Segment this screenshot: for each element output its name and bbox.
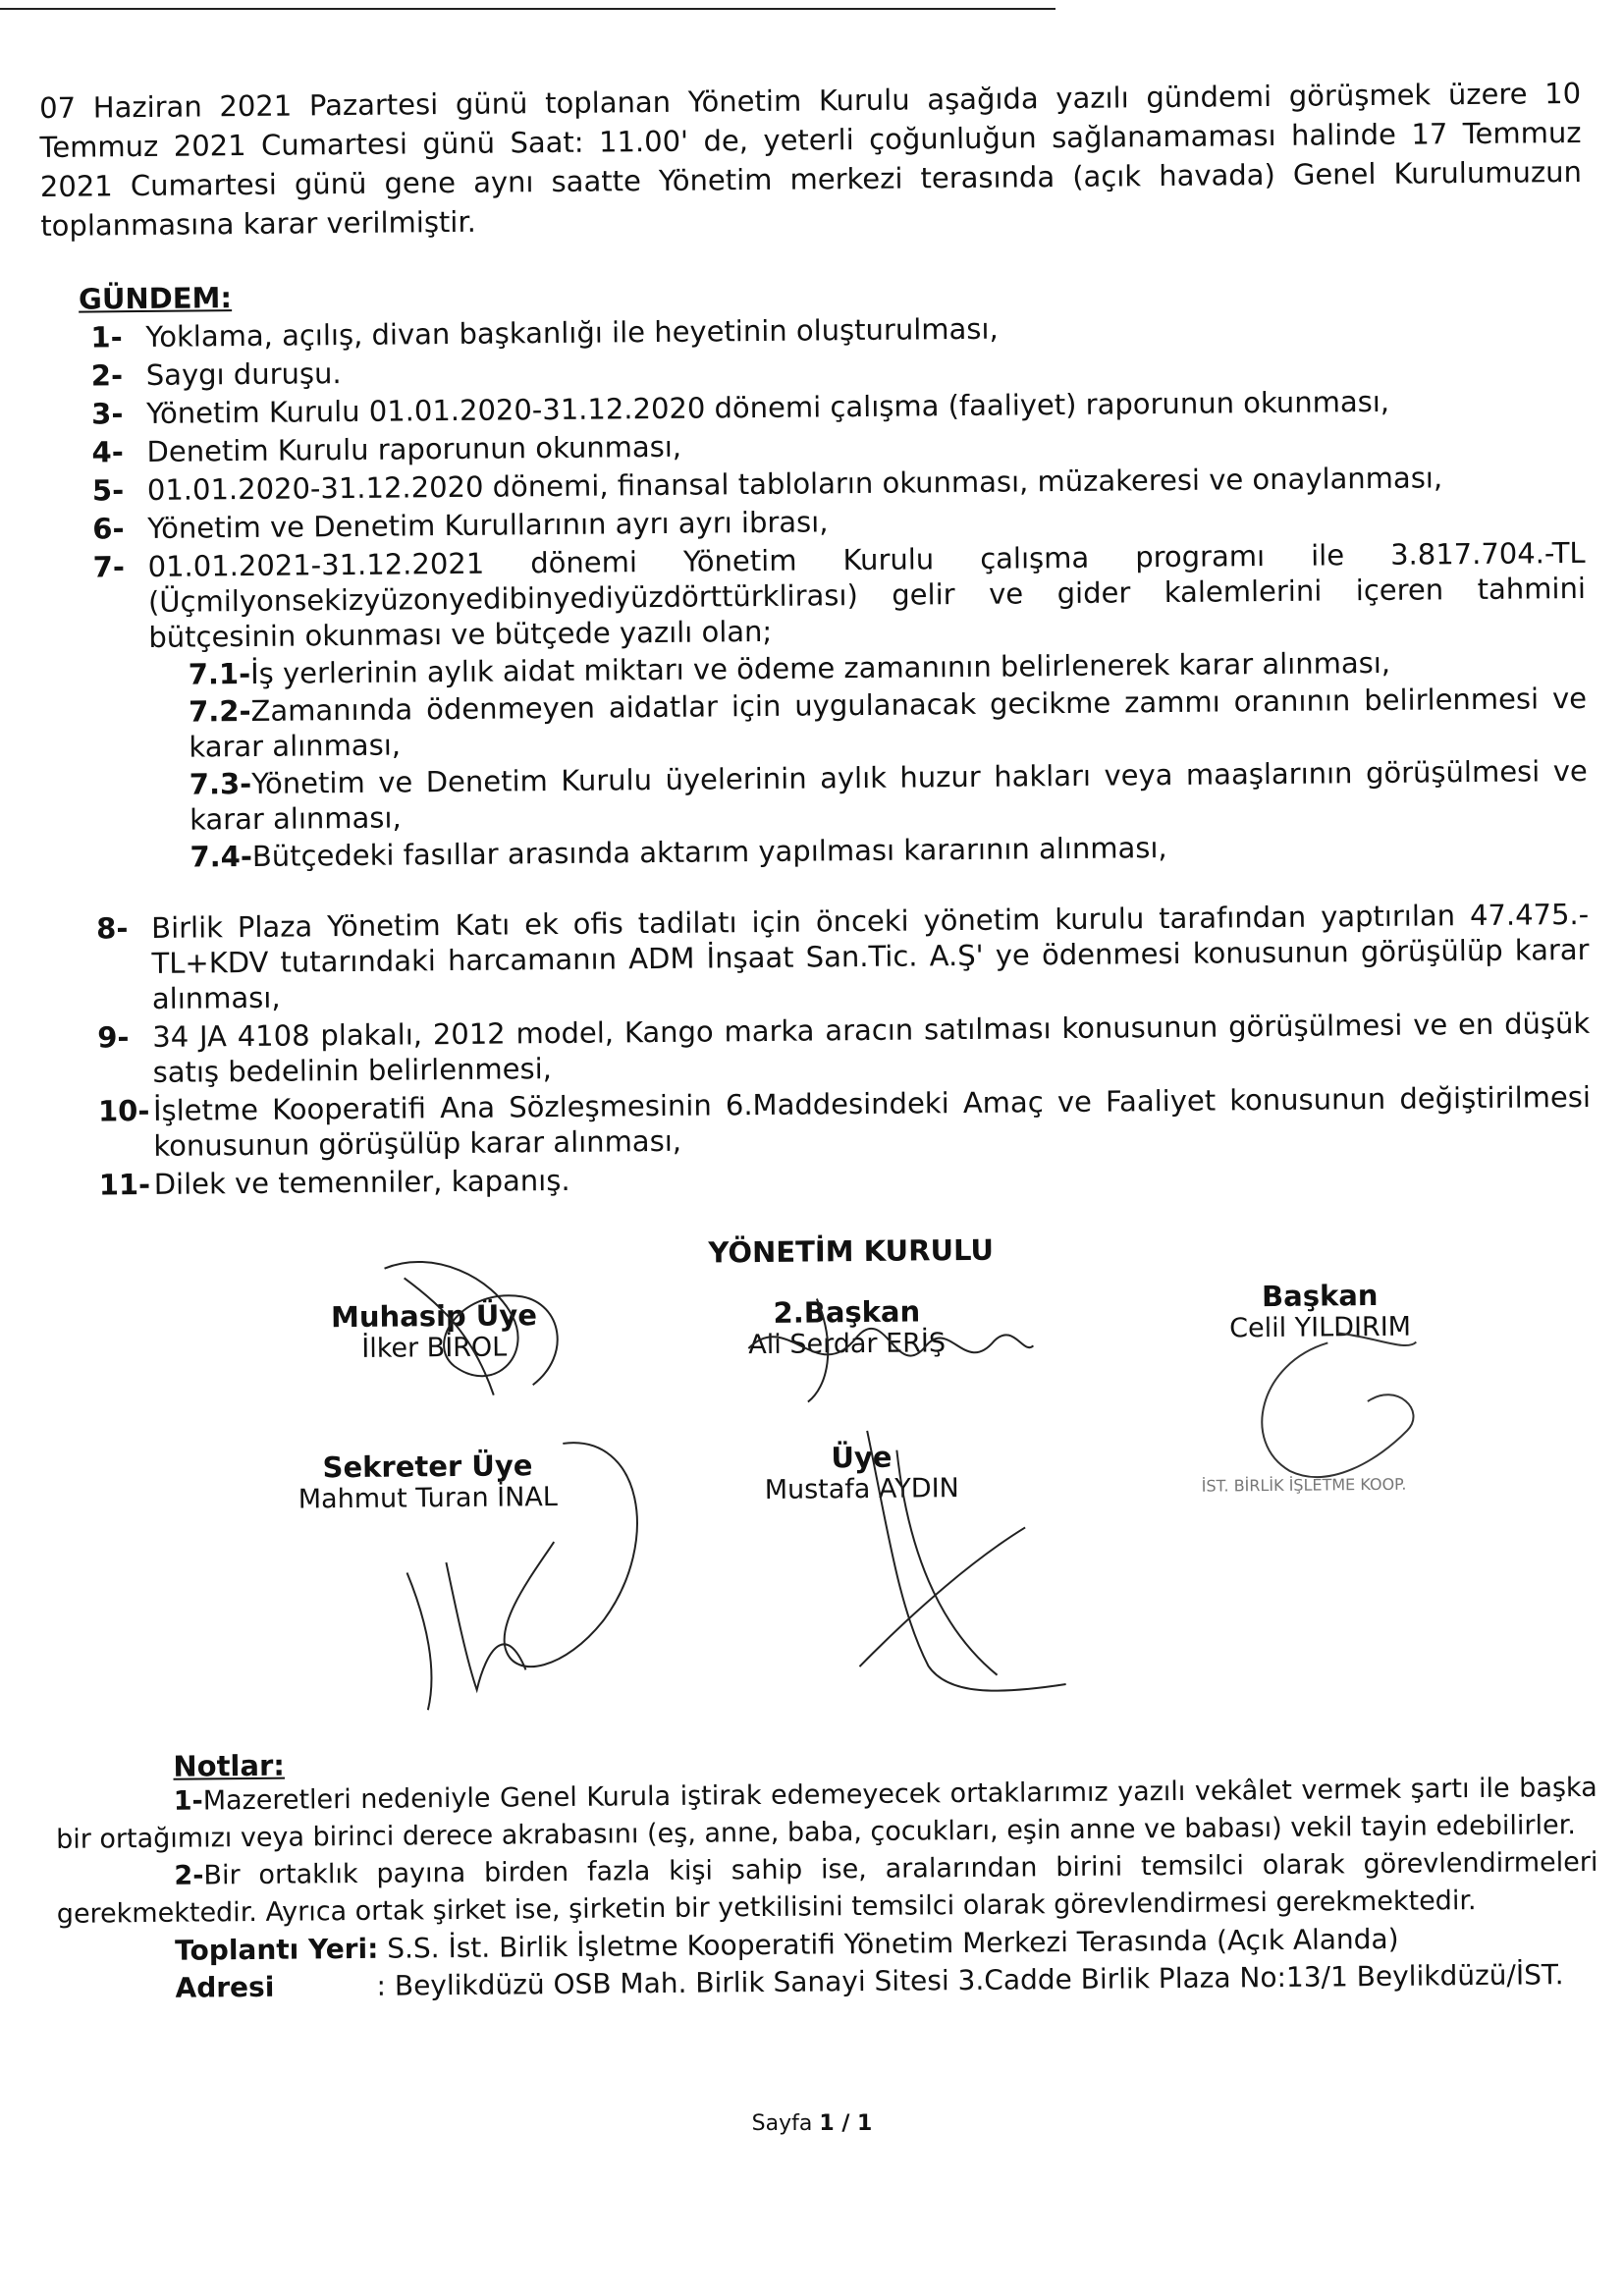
meeting-place-value: S.S. İst. Birlik İşletme Kooperatifi Yönetim Merkezi Terasında (Açık Alanda) — [387, 1922, 1399, 1965]
handwritten-signature-baskan — [1180, 1322, 1477, 1502]
page-number: 1 / 1 — [819, 2111, 873, 2136]
agenda-text: Yoklama, açılış, divan başkanlığı ile heyetinin oluşturulması, — [145, 311, 999, 354]
agenda-number: 4- — [91, 435, 124, 469]
signer-role: 2.Başkan — [773, 1294, 921, 1330]
board-title: YÖNETİM KURULU — [708, 1232, 995, 1270]
page-footer — [0, 2111, 1624, 2136]
signer-name: Ali Serdar ERİŞ — [748, 1328, 947, 1361]
agenda-title: GÜNDEM: — [78, 281, 233, 316]
agenda-item — [96, 897, 1590, 1017]
address-value: : Beylikdüzü OSB Mah. Birlik Sanayi Sitesi 3.Cadde Birlik Plaza No:13/1 Beylikdüzü/İST. — [376, 1958, 1564, 2002]
sub-agenda-number: 7.4- — [189, 839, 253, 874]
sub-agenda-text: Zamanında ödenmeyen aidatlar için uygulanacak gecikme zammı oranının belirlenmesi ve karar alınması, — [189, 681, 1588, 764]
note-number: 2- — [174, 1860, 204, 1891]
meeting-place-label: Toplantı Yeri: — [175, 1932, 379, 1967]
signature-uye — [764, 1440, 959, 1505]
sub-agenda-number: 7.3- — [189, 766, 252, 801]
note-text: Mazeretleri nedeniyle Genel Kurula iştirak edemeyecek ortaklarımız yazılı vekâlet vermek şartı ile başka bir ortağımızı veya birinci derece akrabasını (eş, anne, baba, çocukları, eşin anne ve babası) vekil tayin edebilirler. — [55, 1772, 1597, 1855]
signature-muhasip — [331, 1298, 538, 1364]
agenda-text: 01.01.2021-31.12.2021 dönemi Yönetim Kurulu çalışma programı ile 3.817.704.-TL (Üçmilyonsekizyüzonyedibinyediyüzdörttürklirası) gelir ve gider kalemlerini içeren tahmini bütçesinin okunması ve bütçede yazılı olan; — [147, 535, 1587, 654]
agenda-number: 11- — [98, 1167, 151, 1202]
address-label: Adresi — [175, 1970, 275, 2004]
agenda-item — [93, 535, 1589, 876]
signature-block — [50, 1228, 1597, 1743]
note-text: Bir ortaklık payına birden fazla kişi sahip ise, aralarından birini temsilci olarak görevlendirmeleri gerekmektedir. Ayrıca ortak şirket ise, şirketin bir yetkilisini temsilci olarak görevlendirmesi gerekmektedir. — [56, 1846, 1598, 1930]
signature-sekreter — [298, 1449, 558, 1515]
agenda-number: 8- — [96, 911, 129, 946]
agenda-number: 6- — [92, 512, 125, 546]
signer-name: Mahmut Turan İNAL — [298, 1481, 559, 1515]
sub-agenda-number: 7.1- — [188, 656, 251, 691]
sub-agenda-list — [189, 643, 1589, 875]
agenda-number: 5- — [91, 473, 125, 508]
sub-agenda-item — [189, 753, 1589, 838]
agenda-text: İşletme Kooperatifi Ana Sözleşmesinin 6.Maddesindeki Amaç ve Faaliyet konusunun değiştirilmesi konusunun görüşülüp karar alınması, — [152, 1079, 1592, 1163]
agenda-number: 7- — [92, 550, 126, 584]
signer-name: Celil YILDIRIM — [1229, 1311, 1412, 1344]
sub-agenda-text: Yönetim ve Denetim Kurulu üyelerinin aylık huzur hakları veya maaşlarının görüşülmesi ve karar alınması, — [189, 753, 1588, 837]
agenda-item — [98, 1079, 1592, 1165]
sub-agenda-number: 7.2- — [188, 693, 251, 729]
signer-role: Muhasip Üye — [330, 1298, 538, 1335]
agenda-item — [97, 1006, 1591, 1091]
agenda-text: Dilek ve temenniler, kapanış. — [153, 1163, 570, 1201]
signer-name: İlker BİROL — [361, 1332, 508, 1364]
agenda-list — [90, 305, 1592, 1203]
page-label: Sayfa — [751, 2111, 820, 2136]
signature-baskan — [1229, 1279, 1411, 1344]
sub-agenda-item — [189, 681, 1588, 765]
agenda-number: 9- — [97, 1020, 130, 1055]
stamp-text: İST. BİRLİK İŞLETME KOOP. — [1201, 1474, 1407, 1496]
signer-name: Mustafa AYDIN — [764, 1473, 959, 1505]
agenda-text: 01.01.2020-31.12.2020 dönemi, finansal tabloların okunması, müzakeresi ve onaylanması, — [146, 461, 1443, 507]
document-page — [39, 74, 1599, 2008]
agenda-number: 10- — [97, 1093, 150, 1128]
signer-role: Üye — [831, 1440, 893, 1475]
signer-role: Başkan — [1261, 1278, 1379, 1314]
agenda-text: Denetim Kurulu raporunun okunması, — [146, 429, 682, 468]
signature-2-baskan — [748, 1294, 946, 1360]
agenda-text: Saygı duruşu. — [145, 356, 342, 392]
intro-paragraph: 07 Haziran 2021 Pazartesi günü toplanan Yönetim Kurulu aşağıda yazılı gündemi görüşmek üzere 10 Temmuz 2021 Cumartesi günü Saat: 11.00' de, yeterli çoğunluğun sağlanamaması halinde 17 Temmuz 2021 Cumartesi günü gene aynı saatte Yönetim merkezi terasında (açık havada) Genel Kurulumuzun toplanmasına karar verilmiştir. — [39, 76, 1583, 243]
agenda-number: 3- — [91, 397, 124, 431]
agenda-number: 1- — [90, 320, 123, 355]
agenda-text: Birlik Plaza Yönetim Katı ek ofis tadilatı için önceki yönetim kurulu tarafından yaptırılan 47.475.-TL+KDV tutarındaki harcamanın ADM İnşaat San.Tic. A.Ş' ye ödenmesi konusunun görüşülüp karar alınması, — [151, 897, 1590, 1015]
sub-agenda-text: İş yerlerinin aylık aidat miktarı ve ödeme zamanının belirlenerek karar alınması, — [249, 645, 1391, 690]
agenda-text: 34 JA 4108 plakalı, 2012 model, Kango marka aracın satılması konusunun görüşülmesi ve en düşük satış bedelinin belirlenmesi, — [152, 1006, 1591, 1089]
top-rule — [0, 8, 1056, 10]
sub-agenda-text: Bütçedeki fasıllar arasında aktarım yapılması kararının alınması, — [251, 831, 1167, 873]
agenda-number: 2- — [90, 358, 124, 393]
agenda-text: Yönetim Kurulu 01.01.2020-31.12.2020 dönemi çalışma (faaliyet) raporunun okunması, — [146, 384, 1390, 430]
signer-role: Sekreter Üye — [322, 1449, 533, 1485]
agenda-text: Yönetim ve Denetim Kurullarının ayrı ayrı ibrası, — [147, 505, 829, 545]
note-number: 1- — [173, 1785, 203, 1817]
notes-title: Notlar: — [173, 1748, 286, 1783]
